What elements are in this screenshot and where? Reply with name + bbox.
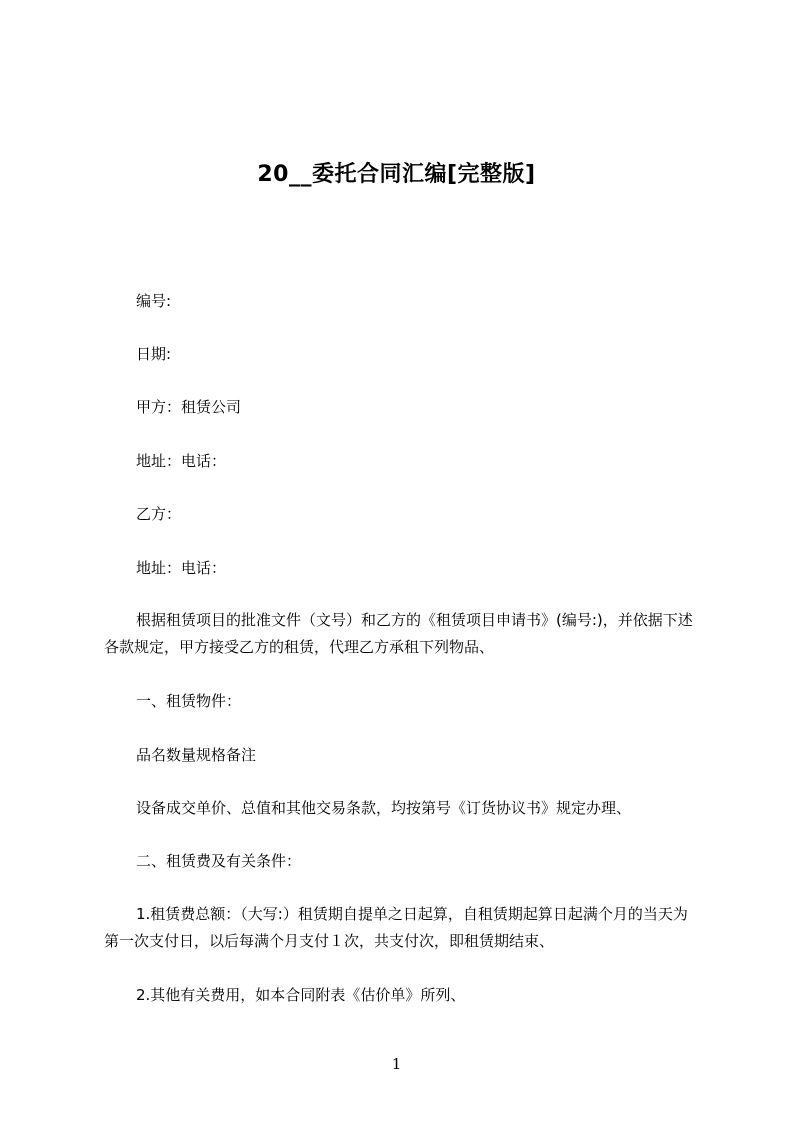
party-a-line: 甲方：租赁公司	[136, 398, 242, 416]
section-2-heading: 二、租赁费及有关条件：	[136, 852, 302, 870]
party-b-address-line: 地址：电话：	[136, 559, 227, 577]
clause-2-paragraph: 2.其他有关费用，如本合同附表《估价单》所列、	[136, 986, 466, 1004]
preamble-paragraph: 根据租赁项目的批准文件（文号）和乙方的《租赁项目申请书》(编号:)，并依据下述各款规定，甲方接受乙方的租赁，代理乙方承租下列物品、	[104, 611, 693, 656]
party-a-address-line: 地址：电话：	[136, 452, 227, 470]
pricing-paragraph: 设备成交单价、总值和其他交易条款，均按第号《订货协议书》规定办理、	[136, 799, 632, 817]
contract-number-line: 编号:	[136, 292, 172, 310]
date-line: 日期:	[136, 345, 172, 363]
clause-1-paragraph: 1.租赁费总额：（大写:）租赁期自提单之日起算，自租赁期起算日起满个月的当天为第一次支付日，以后每满个月支付１次，共支付次，即租赁期结束、	[104, 905, 688, 950]
page-number: 1	[391, 1055, 402, 1073]
section-1-heading: 一、租赁物件：	[136, 692, 242, 710]
party-b-line: 乙方：	[136, 505, 182, 523]
document-title: 20__委托合同汇编[完整版]	[257, 161, 536, 187]
item-columns-line: 品名数量规格备注	[136, 746, 257, 764]
